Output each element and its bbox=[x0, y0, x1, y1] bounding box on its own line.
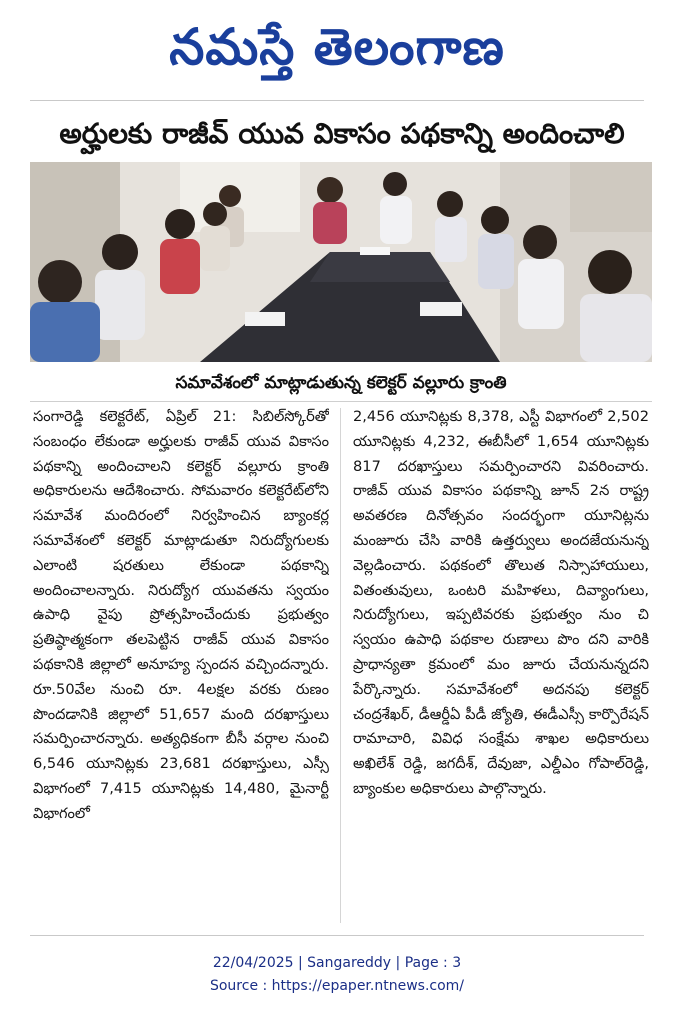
masthead-divider bbox=[30, 100, 644, 101]
article-column-left: సంగారెడ్డి కలెక్టరేట్, ఏప్రిల్ 21: సిబిల్‌స్కోర్‌తో సంబంధం లేకుండా అర్హులకు రాజీవ్ యువ వికాసం పథకాన్ని అందించాలని కలెక్టర్ వల్లూరు క్రాంతి అధికారులను ఆదేశించారు. సోమవారం కలెక్టరేట్‌లోని సమావేశ మందిరంలో నిర్వహించిన బ్యాంకర్ల సమావేశంలో కలెక్టర్ మాట్లాడుతూ నిరుద్యోగులకు ఎలాంటి షరతులు లేకుండా పథకాన్ని అందించాలన్నారు. నిరుద్యోగ యువతను స్వయం ఉపాధి వైపు ప్రోత్సహించేందుకు ప్రభుత్వం ప్రతిష్ఠాత్మకంగా తలపెట్టిన రాజీవ్ యువ వికాసం పథకానికి జిల్లాలో అనూహ్య స్పందన వచ్చిందన్నారు. రూ.50వేల నుంచి రూ. 4లక్షల వరకు రుణం పొందడానికి జిల్లాలో 51,657 మంది దరఖాస్తులు సమర్పించారన్నారు. అత్యధికంగా బీసీ వర్గాల నుంచి 6,546 యూనిట్లకు 23,681 దరఖాస్తులు, ఎస్సీ విభాగంలో 7,415 యూనిట్లకు 14,480, మైనార్టీ విభాగంలో bbox=[33, 408, 329, 822]
article-column-right: 2,456 యూనిట్లకు 8,378, ఎస్టీ విభాగంలో 2,502 యూనిట్లకు 4,232, ఈబీసీలో 1,654 యూనిట్లకు 817 దరఖాస్తులు సమర్పించారని వివరించారు. రాజీవ్ యువ వికాసం పథకాన్ని జూన్ 2న రాష్ట్ర అవతరణ దినోత్సవం సందర్భంగా యూనిట్లను మంజూరు చేసి వారికి ఉత్తర్వులు అందజేయనున్న వెల్లడించారు. పథకంలో తొలుత నిస్సాహాయులు, వితంతువులు, ఒంటరి మహిళలు, దివ్యాంగులు, నిరుద్యోగులు, ఇప్పటివరకు ప్రభుత్వం నుం చి స్వయం ఉపాధి పథకాల రుణాలు పొం దని వారికి ప్రాధాన్యతా క్రమంలో మం జూరు చేయనున్నదని పేర్కొన్నారు. సమావేశంలో అదనపు కలెక్టర్ చంద్రశేఖర్, డీఆర్డీఏ పీడీ జ్యోతి, ఈడీఎస్సీ కార్పొరేషన్ రామాచారి, వివిధ సంక్షేమ శాఖల అధికారులు అఖిలేశ్ రెడ్డి, జగదీశ్, దేవుజా, ఎల్డీఎం గోపాల్‌రెడ్డి, బ్యాంకుల అధికారులు పాల్గొన్నారు. bbox=[353, 408, 649, 797]
meeting-photo bbox=[30, 162, 652, 362]
footer-date-line: 22/04/2025 | Sangareddy | Page : 3 bbox=[212, 955, 462, 971]
footer-source-link[interactable]: Source : https://epaper.ntnews.com/ bbox=[209, 978, 465, 994]
newspaper-logo: నమస్తే తెలంగాణ bbox=[169, 18, 505, 76]
column-divider bbox=[340, 408, 341, 923]
article-headline: అర్హులకు రాజీవ్ యువ వికాసం పథకాన్ని అందించాలి bbox=[59, 117, 625, 150]
masthead bbox=[0, 6, 674, 88]
footer-divider bbox=[30, 935, 644, 936]
photo-caption: సమావేశంలో మాట్లాడుతున్న కలెక్టర్ వల్లూరు క్రాంతి bbox=[30, 365, 652, 402]
